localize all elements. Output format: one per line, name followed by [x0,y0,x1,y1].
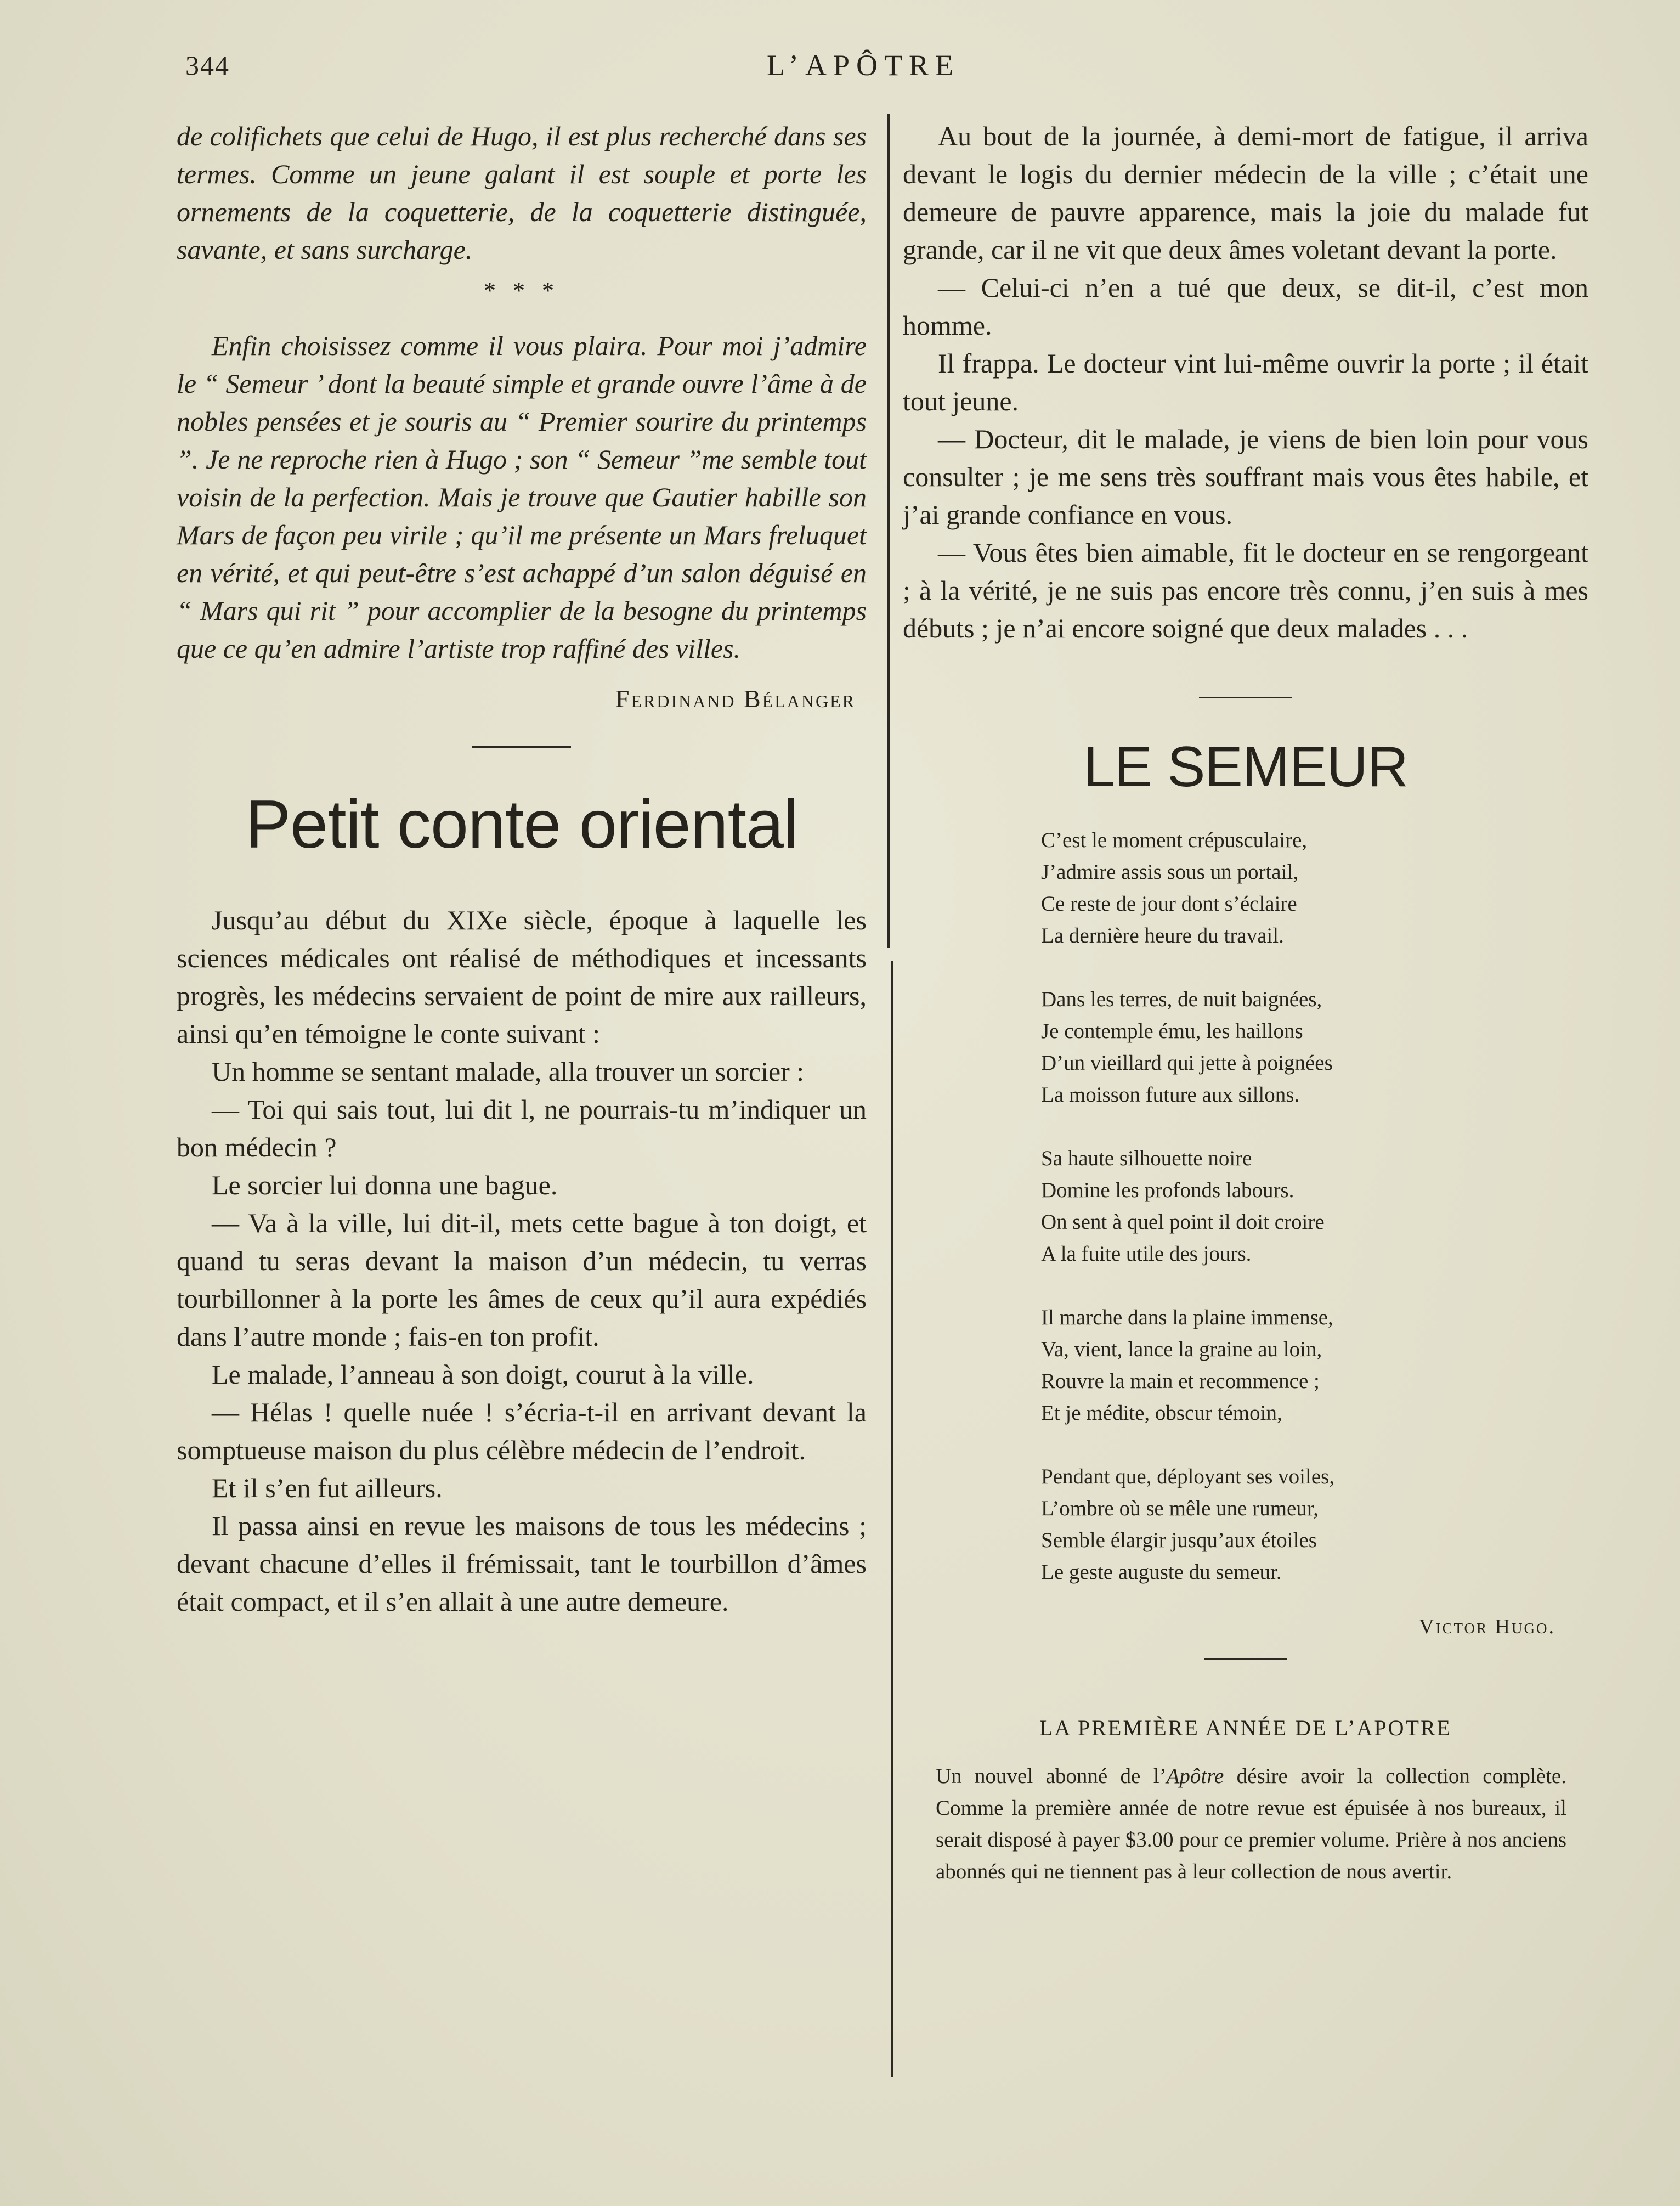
story-paragraph: — Toi qui sais tout, lui dit l, ne pourrais-tu m’indiquer un bon médecin ? [177,1094,867,1163]
story-paragraph: Le malade, l’anneau à son doigt, courut à la ville. [212,1359,754,1390]
section-separator-stars: * * * [484,277,559,304]
column-divider-bottom [891,961,893,2077]
column-divider-top [887,114,890,948]
poem-line: A la fuite utile des jours. [1041,1242,1252,1266]
story-paragraph: Un homme se sentant malade, alla trouver un sorcier : [212,1056,805,1087]
left-column [177,117,867,1621]
divider-rule [472,746,571,748]
story-paragraph: Jusqu’au début du XIXe siècle, époque à laquelle les sciences médicales ont réalisé de méthodiques et incessants progrès, les médecins servaient de point de mire aux railleurs, ainsi qu’en témoigne le conte suivant : [177,905,867,1049]
story-paragraph: — Vous êtes bien aimable, fit le docteur en se rengorgeant ; à la vérité, je ne suis pas encore très connu, j’en suis à mes débuts ; je n’ai encore soigné que deux malades . . . [903,537,1588,644]
poem-line: C’est le moment crépusculaire, [1041,828,1308,852]
poem-line: La moisson future aux sillons. [1041,1083,1300,1107]
essay-signature: Ferdinand Bélanger [615,685,856,713]
story-body [177,901,867,1621]
poem-line: Je contemple ému, les haillons [1041,1019,1303,1043]
notice-paragraph [936,1761,1566,1888]
poem-line: Ce reste de jour dont s’éclaire [1041,892,1297,916]
essay-paragraph: Enfin choisissez comme il vous plaira. Pour moi j’admire le “ Semeur ’ dont la beauté simple et grande ouvre l’âme à de nobles pensées et je souris au “ Premier sourire du printemps ”. Je ne reproche rien à Hugo ; son “ Semeur ”me semble tout voisin de la perfection. Mais je trouve que Gautier habille son Mars de façon peu virile ; qu’il me présente un Mars freluquet en vérité, et qui peut-être s’est achappé d’un salon déguisé en “ Mars qui rit ” pour accomplier de la besogne du printemps que ce qu’en admire l’artiste trop raffiné des villes. [177,330,867,664]
poem-line: Pendant que, déployant ses voiles, [1041,1465,1335,1488]
story-title: Petit conte oriental [245,787,798,862]
poem-line: Domine les profonds labours. [1041,1178,1294,1202]
right-column [903,117,1588,1888]
divider-rule [1204,1658,1287,1660]
poem-stanza [1041,984,1588,1111]
notice-text: Un nouvel abonné de l’ [936,1764,1167,1788]
story-paragraph: Il frappa. Le docteur vint lui-même ouvrir la porte ; il était tout jeune. [903,348,1588,416]
poem-line: Le geste auguste du semeur. [1041,1560,1282,1584]
poem-stanza [1041,1302,1588,1429]
notice-title: LA PREMIÈRE ANNÉE DE L’APOTRE [1039,1716,1452,1740]
notice-text: désire avoir la collection complète. Comme la première année de notre revue est épuisée à nos bureaux, il serait disposé à payer $3.00 pour ce premier volume. Prière à nos anciens abonnés qui ne tiennent pas à leur collection de nous avertir. [936,1764,1566,1883]
page-header [0,44,1680,88]
story-continuation [903,117,1588,647]
poem-line: J’admire assis sous un portail, [1041,860,1299,884]
notice-journal-name: Apôtre [1166,1764,1224,1788]
poem-line: D’un vieillard qui jette à poignées [1041,1051,1333,1075]
page-number: 344 [185,50,230,81]
poem-stanza [1041,1461,1588,1588]
story-paragraph: Et il s’en fut ailleurs. [212,1472,443,1503]
story-paragraph: — Celui-ci n’en a tué que deux, se dit-il, c’est mon homme. [903,272,1588,341]
essay-paragraph: de colifichets que celui de Hugo, il est plus recherché dans ses termes. Comme un jeune galant il est souple et porte les ornements de la coquetterie, de la coquetterie distinguée, savante, et sans surcharge. [177,121,867,265]
poem-line: On sent à quel point il doit croire [1041,1210,1325,1234]
poem-line: Sa haute silhouette noire [1041,1147,1252,1170]
poem-line: L’ombre où se mêle une rumeur, [1041,1497,1319,1520]
poem-line: La dernière heure du travail. [1041,924,1284,947]
story-paragraph: — Hélas ! quelle nuée ! s’écria-t-il en arrivant devant la somptueuse maison du plus célèbre médecin de l’endroit. [177,1397,867,1465]
poem-line: Et je médite, obscur témoin, [1041,1401,1282,1425]
poem-title: LE SEMEUR [1083,735,1409,799]
poem-line: Semble élargir jusqu’aux étoiles [1041,1528,1317,1552]
poem-stanza [1041,1143,1588,1270]
poem-line: Va, vient, lance la graine au loin, [1041,1338,1322,1361]
journal-title: L’APÔTRE [767,49,960,82]
poem-stanza [1041,825,1588,952]
poem-signature: Victor Hugo. [1419,1615,1555,1638]
poem-line: Rouvre la main et recommence ; [1041,1369,1320,1393]
story-paragraph: Il passa ainsi en revue les maisons de tous les médecins ; devant chacune d’elles il frémissait, tant le tourbillon d’âmes était compact, et il s’en allait à une autre demeure. [177,1510,867,1617]
story-paragraph: Au bout de la journée, à demi-mort de fatigue, il arriva devant le logis du dernier médecin de la ville ; c’était une demeure de pauvre apparence, mais la joie du malade fut grande, car il ne vit que deux âmes voletant devant la porte. [903,121,1588,265]
story-paragraph: — Docteur, dit le malade, je viens de bien loin pour vous consulter ; je me sens très souffrant mais vous êtes habile, et j’ai grande confiance en vous. [903,424,1588,530]
story-paragraph: Le sorcier lui donna une bague. [212,1170,558,1200]
story-paragraph: — Va à la ville, lui dit-il, mets cette bague à ton doigt, et quand tu seras devant la maison d’un médecin, tu verras tourbillonner à la porte les âmes de ceux qu’il aura expédiés dans l’autre monde ; fais-en ton profit. [177,1208,867,1352]
poem [1041,825,1588,1588]
poem-line: Il marche dans la plaine immense, [1041,1306,1333,1329]
divider-rule [1199,697,1292,698]
poem-line: Dans les terres, de nuit baignées, [1041,988,1322,1011]
